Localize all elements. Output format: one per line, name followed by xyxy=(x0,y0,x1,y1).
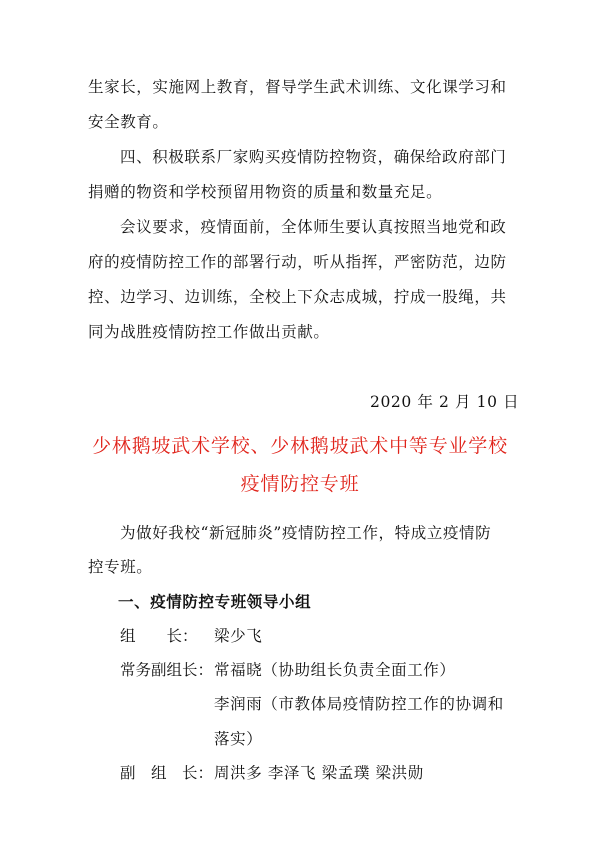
paragraph-line: 控、边学习、边训练，全校上下众志成城，拧成一股绳，共 xyxy=(88,288,507,306)
notice-title-line2: 疫情防控专班 xyxy=(240,473,360,495)
paragraph-line: 四、积极联系厂家购买疫情防控物资，确保给政府部门 xyxy=(120,148,507,166)
intro-line: 控专班。 xyxy=(88,558,153,576)
paragraph-line: 安全教育。 xyxy=(88,113,169,131)
role-value-deputy: 周洪多 李泽飞 梁孟璞 梁洪勋 xyxy=(214,764,424,782)
section-heading: 一、疫情防控专班领导小组 xyxy=(118,593,312,611)
role-value-executive-deputy-2: 李润雨（市教体局疫情防控工作的协调和 xyxy=(214,695,504,713)
role-value-leader: 梁少飞 xyxy=(214,627,263,645)
paragraph-line: 府的疫情防控工作的部署行动，听从指挥，严密防范，边防 xyxy=(88,253,507,271)
paragraph-line: 生家长，实施网上教育，督导学生武术训练、文化课学习和 xyxy=(88,78,507,96)
role-value-executive-deputy-2-cont: 落实） xyxy=(214,730,263,748)
intro-line: 为做好我校“新冠肺炎”疫情防控工作，特成立疫情防 xyxy=(120,524,492,542)
role-label-leader: 组 长： xyxy=(120,627,198,645)
notice-title-line1: 少林鹅坡武术学校、少林鹅坡武术中等专业学校 xyxy=(92,435,508,457)
role-label-executive-deputy: 常务副组长： xyxy=(120,661,214,679)
paragraph-line: 捐赠的物资和学校预留用物资的质量和数量充足。 xyxy=(88,183,443,201)
document-date: 2020 年 2 月 10 日 xyxy=(370,393,520,411)
role-label-deputy: 副 组 长： xyxy=(120,764,214,782)
paragraph-line: 会议要求，疫情面前，全体师生要认真按照当地党和政 xyxy=(120,218,507,236)
paragraph-line: 同为战胜疫情防控工作做出贡献。 xyxy=(88,323,330,341)
role-value-executive-deputy: 常福晓（协助组长负责全面工作） xyxy=(214,661,456,679)
